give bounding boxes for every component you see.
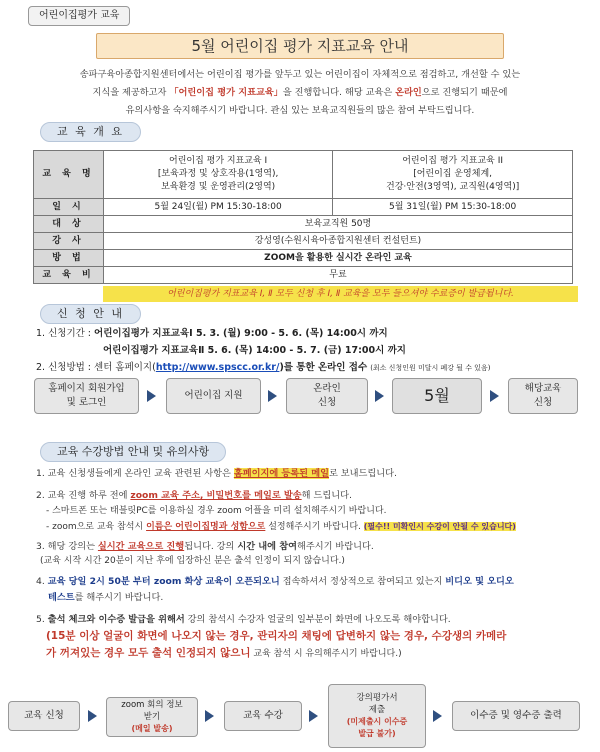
target-value: 보육교직원 50명 [104,216,573,233]
guide-item-4-cont: 테스트를 해주시기 바랍니다. [48,592,164,603]
completion-notice: 어린이집평가 지표교육 Ⅰ, Ⅱ 모두 신청 후 Ⅰ, Ⅱ 교육을 모두 들으셔야 수료증이 발급됩니다. [103,286,578,302]
guide-item-1: 1. 교육 신청생들에게 온라인 교육 관련된 사항은 홈페이지에 등록된 메일로 보내드립니다. [36,468,397,479]
guide-section-title: 교육 수강방법 안내 및 유의사항 [40,442,226,462]
homepage-link[interactable]: http://www.spscc.or.kr/ [155,362,280,373]
arrow-right-icon [205,710,214,722]
flow-step-may: 5월 [392,378,482,414]
flow-step-signup: 홈페이지 회원가입 및 로그인 [34,378,139,414]
course-2-name: 어린이집 평가 지표교육 II [어린이집 운영체계, 건강·안전(3영역), 교직원(4영역)] [333,151,573,199]
course-flow-evaluation: 강의평가서 제출 (미제출시 이수증 발급 불가) [328,684,426,748]
guide-item-3-sub: (교육 시작 시간 20분이 지난 후에 입장하신 분은 출석 인정이 되지 않습니다.) [40,556,345,566]
apply-period-2: 어린이집평가 지표교육Ⅱ 5. 6. (목) 14:00 - 5. 7. (금) 17:00시 까지 [103,345,406,356]
overview-table [33,150,573,284]
lecturer-label: 강 사 [34,233,104,250]
course-flow-apply: 교육 신청 [8,701,80,731]
course-flow-attend: 교육 수강 [224,701,302,731]
fee-value: 무료 [104,267,573,284]
arrow-right-icon [88,710,97,722]
name-label: 교 육 명 [34,151,104,199]
flow-step-course-apply: 해당교육 신청 [508,378,578,414]
guide-item-5-warning: (15분 이상 얼굴이 화면에 나오지 않는 경우, 관리자의 채팅에 답변하지 않는 경우, 수강생의 카메라 가 꺼져있는 경우 모두 출석 인정되지 않으니 교육 참석 시 유의해주시기 바랍니다.) [46,630,507,659]
arrow-right-icon [375,390,384,402]
guide-item-2: 2. 교육 진행 하루 전에 zoom 교육 주소, 비밀번호를 메일로 발송해 드립니다. [36,490,352,501]
guide-item-3: 3. 해당 강의는 실시간 교육으로 진행됩니다. 강의 시간 내에 참여해주시기 바랍니다. [36,541,374,552]
intro-line-2: 지식을 제공하고자 「어린이집 평가 지표교육」을 진행합니다. 해당 교육은 온라인으로 진행되기 때문에 [92,87,508,98]
guide-item-2-sub-1: - 스마트폰 또는 태블릿PC를 이용하실 경우 zoom 어플을 미리 설치해주시기 바랍니다. [46,506,387,516]
intro-line-1: 송파구육아종합지원센터에서는 어린이집 평가를 앞두고 있는 어린이집이 자체적으로 점검하고, 개선할 수 있는 [79,69,521,80]
target-label: 대 상 [34,216,104,233]
arrow-right-icon [309,710,318,722]
guide-item-5: 5. 출석 체크와 이수증 발급을 위해서 강의 참석시 수강자 얼굴의 일부분이 화면에 나오도록 해야합니다. [36,614,451,625]
flow-step-online: 온라인 신청 [286,378,368,414]
arrow-right-icon [268,390,277,402]
guide-item-2-sub-2: - zoom으로 교육 참석시 이름은 어린이집명과 성함으로 설정해주시기 바랍니다. (필수!! 미확인시 수강이 안될 수 있습니다) [46,522,516,532]
method-value: ZOOM을 활용한 실시간 온라인 교육 [104,250,573,267]
apply-section-title: 신 청 안 내 [40,304,141,324]
arrow-right-icon [433,710,442,722]
intro-paragraph [20,66,580,120]
apply-method: 2. 신청방법 : 센터 홈페이지(http://www.spscc.or.kr/)를 통한 온라인 접수 (최소 신청인원 미달시 폐강 될 수 있음) [36,362,491,373]
course-2-date: 5월 31일(월) PM 15:30-18:00 [333,199,573,216]
intro-line-3: 유의사항을 숙지해주시기 바랍니다. 관심 있는 보육교직원들의 많은 참여 부탁드립니다. [125,105,475,116]
arrow-right-icon [490,390,499,402]
course-flow-certificate: 이수증 및 영수증 출력 [452,701,580,731]
date-label: 일 시 [34,199,104,216]
method-label: 방 법 [34,250,104,267]
flow-step-daycare-support: 어린이집 지원 [166,378,261,414]
course-flow-zoom-info: zoom 회의 정보 받기 (메일 발송) [106,697,198,737]
guide-item-4: 4. 교육 당일 2시 50분 부터 zoom 화상 교육이 오픈되오니 접속하셔서 정상적으로 참여되고 있는지 비디오 및 오디오 [36,576,514,587]
course-1-name: 어린이집 평가 지표교육 I [보육과정 및 상호작용(1영역), 보육환경 및 운영관리(2영역) [104,151,333,199]
apply-period-1: 1. 신청기간 : 어린이집평가 지표교육Ⅰ 5. 3. (월) 9:00 - 5. 6. (목) 14:00시 까지 [36,328,388,339]
page-title: 5월 어린이집 평가 지표교육 안내 [96,33,504,59]
arrow-right-icon [147,390,156,402]
overview-section-title: 교 육 개 요 [40,122,141,142]
fee-label: 교 육 비 [34,267,104,284]
category-label: 어린이집평가 교육 [28,6,130,26]
course-1-date: 5월 24일(월) PM 15:30-18:00 [104,199,333,216]
lecturer-value: 강성영(수원시육아종합지원센터 컨설턴트) [104,233,573,250]
